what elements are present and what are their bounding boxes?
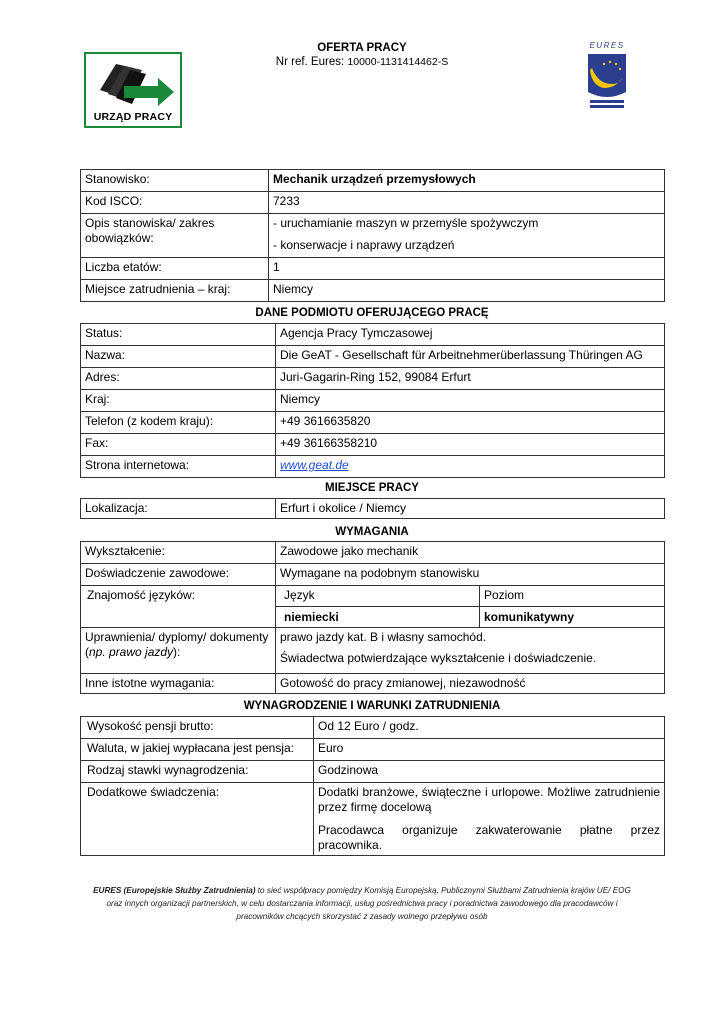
workplace-heading: MIEJSCE PRACY bbox=[325, 482, 419, 494]
footer-lead: EURES (Europejskie Służby Zatrudnienia) bbox=[93, 886, 256, 895]
employer-website-link[interactable]: www.geat.de bbox=[280, 458, 349, 472]
permits-label-line2 bbox=[85, 645, 271, 660]
table-row bbox=[81, 456, 665, 478]
workplace-location: Erfurt i okolice / Niemcy bbox=[276, 499, 665, 519]
employer-address: Juri-Gagarin-Ring 152, 99084 Erfurt bbox=[276, 368, 665, 390]
table-row bbox=[81, 761, 665, 783]
footer-note bbox=[70, 884, 654, 923]
footer-text: to sieć współpracy pomiędzy Komisją Europejską, Publicznymi Służbami Zatrudnienia krajów UE/ EOG bbox=[255, 886, 631, 895]
cards-arrow-icon bbox=[86, 54, 180, 110]
level-value: komunikatywny bbox=[480, 607, 665, 628]
duty-item: - uruchamianie maszyn w przemyśle spożywczym bbox=[273, 216, 539, 230]
table-row bbox=[81, 280, 665, 302]
permits-value bbox=[276, 628, 665, 674]
education-value: Zawodowe jako mechanik bbox=[276, 542, 665, 564]
level-column-header: Poziom bbox=[480, 586, 665, 607]
employer-website-cell bbox=[276, 456, 665, 478]
row-label: Kod ISCO: bbox=[81, 192, 269, 214]
table-row bbox=[81, 499, 665, 519]
table-row bbox=[81, 258, 665, 280]
table-row bbox=[81, 390, 665, 412]
permits-example: np. prawo jazdy bbox=[89, 645, 174, 659]
row-label: Kraj: bbox=[81, 390, 276, 412]
row-label: Nazwa: bbox=[81, 346, 276, 368]
ref-label: Nr ref. Eures: bbox=[275, 56, 345, 68]
table-row bbox=[81, 628, 665, 674]
permit-item: Świadectwa potwierdzające wykształcenie i doświadczenie. bbox=[280, 651, 597, 665]
row-label: Znajomość języków: bbox=[81, 586, 276, 628]
table-row bbox=[81, 739, 665, 761]
table-row bbox=[81, 324, 665, 346]
permits-label bbox=[81, 628, 276, 674]
gross-salary: Od 12 Euro / godz. bbox=[314, 717, 665, 739]
row-label: Liczba etatów: bbox=[81, 258, 269, 280]
employer-name: Die GeAT - Gesellschaft für Arbeitnehmerüberlassung Thüringen AG bbox=[276, 346, 665, 368]
language-value: niemiecki bbox=[276, 607, 480, 628]
eures-emblem-icon bbox=[582, 40, 632, 112]
permit-item: prawo jazdy kat. B i własny samochód. bbox=[280, 630, 487, 644]
row-label: Wysokość pensji brutto: bbox=[81, 717, 314, 739]
salary-table bbox=[80, 716, 665, 856]
workplace-table bbox=[80, 498, 665, 519]
row-label: Adres: bbox=[81, 368, 276, 390]
row-label: Wykształcenie: bbox=[81, 542, 276, 564]
permits-label-line1: Uprawnienia/ dyplomy/ dokumenty bbox=[85, 630, 269, 644]
country: Niemcy bbox=[269, 280, 665, 302]
requirements-table bbox=[80, 541, 665, 694]
table-row bbox=[81, 542, 665, 564]
table-row bbox=[81, 412, 665, 434]
row-label: Inne istotne wymagania: bbox=[81, 674, 276, 694]
salary-rate-type: Godzinowa bbox=[314, 761, 665, 783]
table-row bbox=[81, 170, 665, 192]
salary-currency: Euro bbox=[314, 739, 665, 761]
paren-close: ): bbox=[173, 645, 181, 659]
salary-heading: WYNAGRODZENIE I WARUNKI ZATRUDNIENIA bbox=[243, 700, 501, 712]
employer-status: Agencja Pracy Tymczasowej bbox=[276, 324, 665, 346]
employer-table bbox=[80, 323, 665, 478]
duty-item: - konserwacje i naprawy urządzeń bbox=[273, 238, 455, 252]
urzad-pracy-logo-text: URZĄD PRACY bbox=[93, 111, 173, 123]
job-title: Mechanik urządzeń przemysłowych bbox=[269, 170, 665, 192]
table-row bbox=[81, 717, 665, 739]
other-requirements: Gotowość do pracy zmianowej, niezawodność bbox=[276, 674, 665, 694]
footer-line: pracowników chcących skorzystać z zasady wolnego przepływu osób bbox=[236, 912, 488, 921]
isco-code: 7233 bbox=[269, 192, 665, 214]
benefit-item: Pracodawca organizuje zakwaterowanie płatne przez pracownika. bbox=[318, 823, 660, 852]
footer-line: oraz innych organizacji partnerskich, w celu dostarczania informacji, usług pośrednictwa pracy i poradnictwa zawodowego dla pracodawców i bbox=[106, 899, 618, 908]
table-row bbox=[81, 586, 665, 607]
table-row bbox=[81, 346, 665, 368]
requirements-heading: WYMAGANIA bbox=[335, 526, 409, 538]
ref-number: 10000-1131414462-S bbox=[347, 56, 449, 68]
row-label: Miejsce zatrudnienia – kraj: bbox=[81, 280, 269, 302]
row-label: Status: bbox=[81, 324, 276, 346]
duties bbox=[269, 214, 665, 258]
employer-phone: +49 3616635820 bbox=[276, 412, 665, 434]
experience-value: Wymagane na podobnym stanowisku bbox=[276, 564, 665, 586]
table-row bbox=[81, 192, 665, 214]
table-row bbox=[81, 674, 665, 694]
row-label: Lokalizacja: bbox=[81, 499, 276, 519]
employer-heading: DANE PODMIOTU OFERUJĄCEGO PRACĘ bbox=[255, 307, 489, 319]
row-label: Waluta, w jakiej wypłacana jest pensja: bbox=[81, 739, 314, 761]
footer-line bbox=[70, 884, 654, 897]
row-label: Telefon (z kodem kraju): bbox=[81, 412, 276, 434]
position-table bbox=[80, 169, 665, 302]
benefits bbox=[314, 783, 665, 856]
benefit-item: Dodatki branżowe, świąteczne i urlopowe. Możliwe zatrudnienie przez firmę docelową bbox=[318, 785, 660, 814]
positions-count: 1 bbox=[269, 258, 665, 280]
employer-fax: +49 36166358210 bbox=[276, 434, 665, 456]
row-label: Doświadczenie zawodowe: bbox=[81, 564, 276, 586]
row-label: Rodzaj stawki wynagrodzenia: bbox=[81, 761, 314, 783]
eures-logo bbox=[582, 40, 632, 112]
table-row bbox=[81, 564, 665, 586]
urzad-pracy-logo bbox=[84, 52, 182, 128]
document-title: OFERTA PRACY bbox=[317, 42, 407, 54]
table-row bbox=[81, 783, 665, 856]
row-label: Stanowisko: bbox=[81, 170, 269, 192]
row-label: Fax: bbox=[81, 434, 276, 456]
paren-open: ( bbox=[85, 645, 89, 659]
table-row bbox=[81, 214, 665, 258]
row-label: Dodatkowe świadczenia: bbox=[81, 783, 314, 856]
row-label: Opis stanowiska/ zakres obowiązków: bbox=[81, 214, 269, 258]
row-label: Strona internetowa: bbox=[81, 456, 276, 478]
table-row bbox=[81, 368, 665, 390]
language-column-header: Język bbox=[276, 586, 480, 607]
table-row bbox=[81, 434, 665, 456]
eures-logo-text: EURES bbox=[589, 41, 625, 50]
employer-country: Niemcy bbox=[276, 390, 665, 412]
